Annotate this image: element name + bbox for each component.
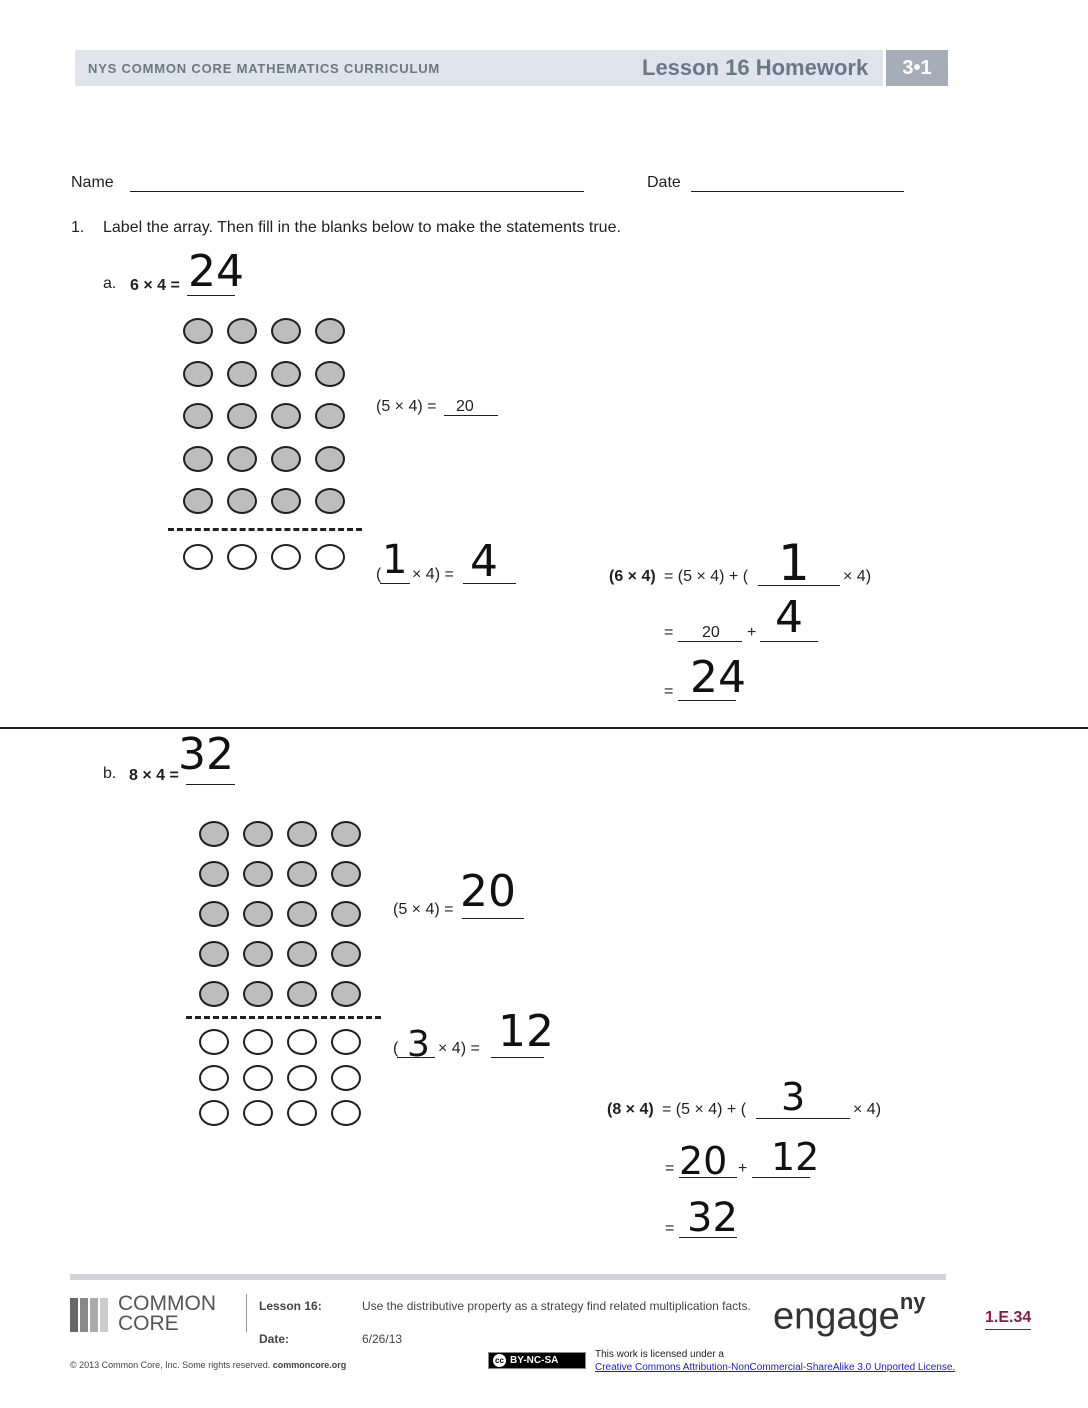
part-b-expression: 8 × 4 = [129,767,179,784]
array-dot-filled [243,981,273,1007]
part-a-expression: 6 × 4 = [130,277,180,294]
array-dot-empty [287,1100,317,1126]
array-dot-filled [271,318,301,344]
array-dot-filled [227,488,257,514]
a-line3-equals: = [664,683,674,700]
array-dot-filled [243,821,273,847]
common-core-logo-icon [70,1298,112,1332]
engage-sup: ny [899,1289,926,1314]
a-big-equation-lhs: (6 × 4) [609,568,656,585]
cc-badge-text: BY-NC-SA [510,1355,559,1366]
array-dot-filled [199,941,229,967]
array-dot-filled [271,403,301,429]
array-dot-empty [199,1100,229,1126]
footer-divider [246,1294,247,1332]
b-eq1-answer-line [462,918,524,919]
part-a-label: a. [103,275,117,292]
b-line3-handwritten: 32 [687,1195,738,1241]
array-dot-filled [271,446,301,472]
engageny-logo [773,1289,926,1339]
footer-date-value: 6/26/13 [362,1332,403,1346]
b-eq2-middle: × 4) = [438,1040,480,1057]
a-eq2-open: ( [376,566,382,583]
array-dot-empty [183,544,213,570]
array-dot-filled [331,861,361,887]
array-dot-filled [199,821,229,847]
b-eq2-handwritten-answer: 12 [498,1006,554,1057]
array-dot-filled [271,361,301,387]
array-dot-filled [331,901,361,927]
b-big-equation-lhs: (8 × 4) [607,1101,654,1118]
array-dot-filled [243,901,273,927]
array-dot-filled [183,318,213,344]
problem-number: 1. [71,219,85,236]
part-b-answer-handwritten: 32 [178,729,234,780]
b-line3-equals: = [665,1220,675,1237]
footer-date-label: Date: [259,1332,290,1346]
lesson-title: Lesson 16 Homework [642,55,869,80]
array-dot-filled [227,446,257,472]
a-line2-equals: = [664,624,674,641]
array-dot-empty [243,1100,273,1126]
b-line2-handwritten1: 20 [679,1139,728,1183]
array-dot-filled [243,941,273,967]
array-dot-empty [227,544,257,570]
array-dot-filled [227,361,257,387]
array-dot-filled [227,403,257,429]
name-field[interactable] [130,191,584,192]
b-big-equation-part1: = (5 × 4) + ( [662,1101,747,1118]
array-dot-empty [315,544,345,570]
array-dot-filled [199,981,229,1007]
page-code: 1.E.34 [985,1309,1031,1330]
cc-license-badge[interactable] [488,1352,586,1369]
array-dot-empty [271,544,301,570]
a-eq2-handwritten-answer: 4 [470,536,498,587]
b-eq1-handwritten: 20 [460,866,516,917]
copyright-site: commoncore.org [272,1360,347,1370]
array-b-divider [186,1016,381,1019]
part-b-answer-line [186,784,235,785]
array-dot-empty [243,1029,273,1055]
array-dot-filled [331,821,361,847]
array-dot-filled [331,981,361,1007]
grade-module-badge: 3•1 [886,50,948,86]
b-line2-equals: = [665,1160,675,1177]
logo-line2: CORE [118,1312,179,1335]
array-dot-empty [331,1065,361,1091]
curriculum-title: NYS COMMON CORE MATHEMATICS CURRICULUM [88,61,441,76]
common-core-wordmark [118,1294,216,1334]
array-dot-filled [183,403,213,429]
part-a-answer-handwritten: 24 [188,246,244,297]
license-line1: This work is licensed under a [595,1349,724,1360]
a-eq2-blank-line [380,583,410,584]
array-dot-filled [287,941,317,967]
creative-commons-icon: cc [493,1354,506,1367]
array-dot-filled [183,446,213,472]
array-dot-filled [287,981,317,1007]
array-dot-filled [315,361,345,387]
a-line2-typed: 20 [702,624,720,641]
array-dot-filled [315,488,345,514]
copyright-text: © 2013 Common Core, Inc. Some rights reserved. [70,1360,271,1370]
b-line2-plus: + [738,1160,748,1177]
array-dot-filled [331,941,361,967]
b-line2-handwritten2: 12 [771,1135,820,1179]
logo-line1: COMMON [118,1292,216,1315]
a-eq1-left: (5 × 4) = [376,398,437,415]
array-dot-filled [287,861,317,887]
date-field[interactable] [691,191,904,192]
engage-text: engage [773,1295,900,1338]
array-dot-filled [315,318,345,344]
array-dot-filled [243,861,273,887]
array-dot-empty [331,1100,361,1126]
array-dot-filled [315,403,345,429]
a-line3-handwritten: 24 [690,652,746,703]
footer-copyright [70,1360,346,1370]
array-dot-filled [315,446,345,472]
a-big-handwritten-factor: 1 [778,534,810,592]
a-big-equation-part2: × 4) [843,568,872,585]
array-dot-filled [227,318,257,344]
footer-lesson-text: Use the distributive property as a strategy find related multiplication facts. [362,1299,751,1313]
array-dot-filled [199,861,229,887]
array-dot-filled [183,361,213,387]
b-big-equation-part2: × 4) [853,1101,882,1118]
b-eq1-left: (5 × 4) = [393,901,454,918]
a-eq2-handwritten-factor: 1 [382,537,408,583]
array-dot-empty [243,1065,273,1091]
problem-instruction: Label the array. Then fill in the blanks below to make the statements true. [103,219,621,236]
array-dot-empty [199,1029,229,1055]
array-dot-empty [331,1029,361,1055]
part-b-label: b. [103,765,117,782]
a-big-equation-part1: = (5 × 4) + ( [664,568,749,585]
date-label: Date [647,174,681,191]
array-dot-empty [287,1065,317,1091]
footer-lesson-label: Lesson 16: [259,1299,322,1313]
common-core-logo [70,1298,112,1337]
array-dot-filled [183,488,213,514]
b-eq2-handwritten-factor: 3 [407,1024,430,1065]
array-a-divider [168,528,362,531]
section-separator [0,727,1088,729]
array-dot-filled [287,821,317,847]
array-dot-empty [199,1065,229,1091]
array-dot-filled [287,901,317,927]
array-dot-filled [199,901,229,927]
a-line2-plus: + [747,624,757,641]
a-line2-handwritten: 4 [775,592,803,643]
array-dot-empty [287,1029,317,1055]
license-notice [595,1348,955,1374]
b-big-handwritten-factor: 3 [781,1075,806,1119]
a-eq1-answer: 20 [456,398,474,415]
b-eq2-answer-line [491,1057,544,1058]
b-eq2-open: ( [393,1040,399,1057]
license-link[interactable]: Creative Commons Attribution-NonCommercial-ShareAlike 3.0 Unported License. [595,1362,956,1373]
footer-bar [70,1274,946,1280]
array-dot-filled [271,488,301,514]
name-label: Name [71,174,114,191]
a-eq2-middle: × 4) = [412,566,454,583]
